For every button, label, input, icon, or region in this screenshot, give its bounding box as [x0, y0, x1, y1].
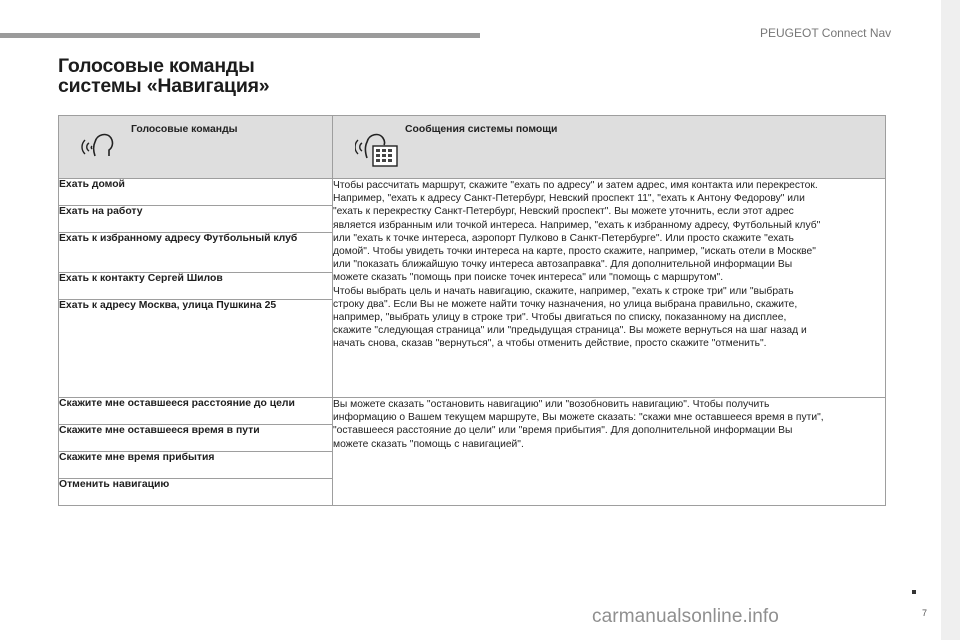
description-cell: Вы можете сказать "остановить навигацию" или "возобновить навигацию". Чтобы получить информацию о Вашем текущем маршруте, Вы можете сказать: "скажи мне оставшееся время в пути", "оставшееся расстояние до цели" или "время прибытия". Для дополнительной информации Вы можете сказать "помощь с навигацией".: [333, 398, 886, 506]
page-title: [58, 56, 269, 96]
command-cell: Скажите мне время прибытия: [59, 452, 333, 479]
column-header-messages-label: Сообщения системы помощи: [405, 124, 558, 135]
command-cell: Ехать к избранному адресу Футбольный клуб: [59, 233, 333, 273]
column-header-commands: [59, 116, 333, 179]
command-cell: Скажите мне оставшееся время в пути: [59, 425, 333, 452]
column-header-messages: [333, 116, 886, 179]
manual-header-title: PEUGEOT Connect Nav: [760, 26, 892, 40]
command-cell: Ехать к адресу Москва, улица Пушкина 25: [59, 300, 333, 398]
description-cell: Чтобы рассчитать маршрут, скажите "ехать по адресу" и затем адрес, имя контакта или перекресток. Например, "ехать к адресу Санкт-Петербург, Невский проспект 11", "ехать к Антону Федорову" или "ехать к перекрестку Санкт-Петербург, Невский проспект". Вы можете уточнить, если этот адрес является избранным или точкой интереса. Например, "ехать к избранному адресу, Футбольный клуб" или "ехать к точке интереса, аэропорт Пулково в Санкт-Петербурге". Или просто скажите "ехать домой". Чтобы увидеть точки интереса на карте, просто скажите, например, "искать отели в Москве" или "показать ближайшую точку интереса автозаправка". Для дополнительной информации Вы можете сказать "помощь при поиске точек интереса" или "помощь с маршрутом". Чтобы выбрать цель и начать навигацию, скажите, например, "ехать к строке три" или "выбрать строку два". Если Вы не можете найти точку назначения, но улица выбрана правильно, скажите, например, "выбрать улицу в строке три". Чтобы двигаться по списку, показанному на дисплее, скажите "следующая страница" или "предыдущая страница". Вы можете вернуться на шаг назад и начать снова, сказав "вернуться", а чтобы отменить действие, просто скажите "отменить".: [333, 179, 886, 398]
command-cell: Отменить навигацию: [59, 479, 333, 506]
page-title-line1: Голосовые команды: [58, 55, 255, 77]
page-title-line2: системы «Навигация»: [58, 75, 270, 97]
voice-commands-table: [58, 115, 886, 506]
column-header-commands-label: Голосовые команды: [131, 124, 238, 135]
watermark-text: carmanualsonline.info: [592, 606, 779, 627]
table-header-row: [59, 116, 886, 179]
speaking-head-icon: [81, 128, 117, 163]
command-cell: Ехать к контакту Сергей Шилов: [59, 273, 333, 300]
side-strip: [941, 0, 960, 640]
command-cell: Скажите мне оставшееся расстояние до цели: [59, 398, 333, 425]
command-cell: Ехать на работу: [59, 206, 333, 233]
head-keypad-icon: [355, 128, 401, 171]
table-row: [59, 398, 886, 425]
footer-bullet: [912, 590, 916, 594]
table-row: [59, 179, 886, 206]
top-decor-bar: [0, 33, 480, 38]
page-number: 7: [922, 608, 928, 618]
command-cell: Ехать домой: [59, 179, 333, 206]
